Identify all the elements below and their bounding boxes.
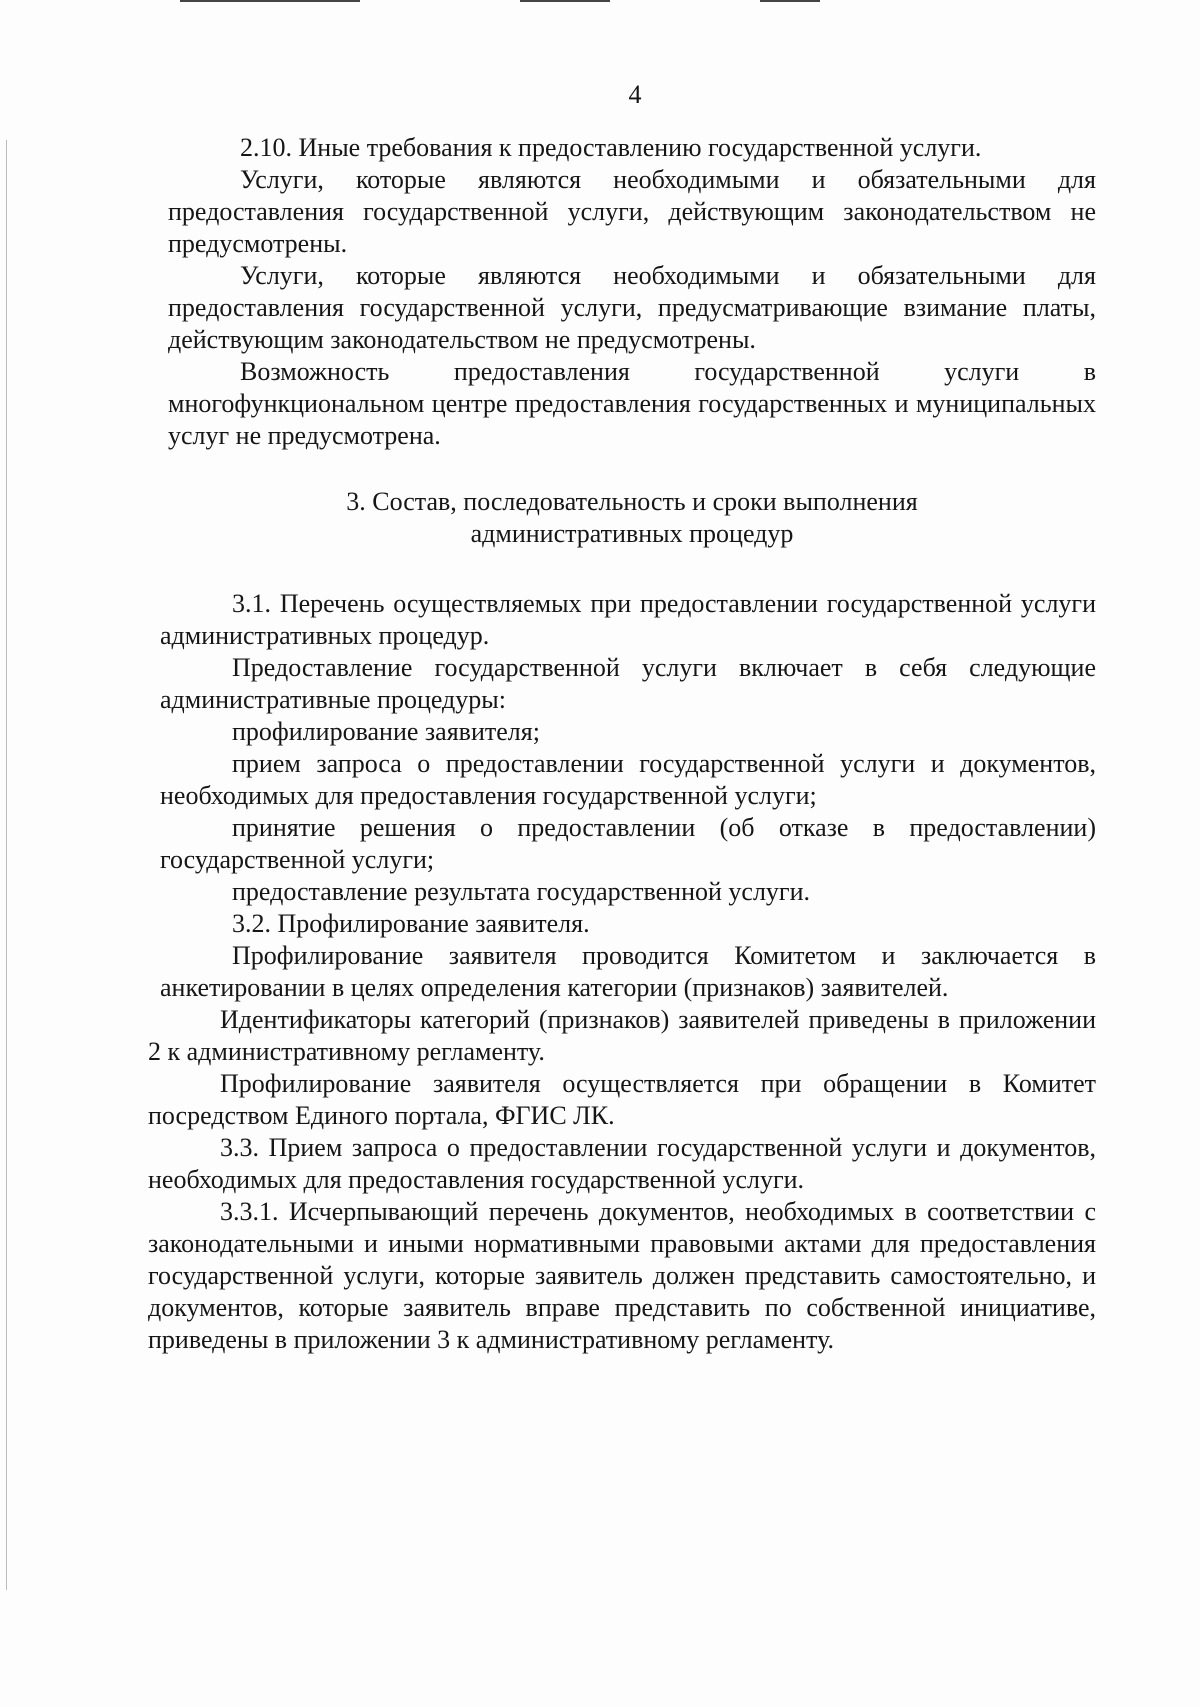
scan-artifact xyxy=(180,0,360,2)
procedure-list-item: предоставление результата государственной услуги. xyxy=(232,877,811,906)
section-3-2-paragraph: Профилирование заявителя осуществляется при обращении в Комитет посредством Единого портала, ФГИС ЛК. xyxy=(148,1069,1096,1130)
section-3-body xyxy=(148,588,1096,1356)
section-3-1-paragraph: 3.1. Перечень осуществляемых при предоставлении государственной услуги административных процедур. xyxy=(160,589,1096,650)
document-body xyxy=(148,132,1096,1356)
section-3-2-paragraph: Идентификаторы категорий (признаков) заявителей приведены в приложении 2 к административному регламенту. xyxy=(148,1005,1096,1066)
section-2-10-title: 2.10. Иные требования к предоставлению государственной услуги. xyxy=(240,133,982,162)
section-3-heading-line: 3. Состав, последовательность и сроки выполнения xyxy=(346,487,918,516)
section-3-2-title: 3.2. Профилирование заявителя. xyxy=(232,909,590,938)
scan-artifact xyxy=(760,0,820,2)
procedure-list-item: профилирование заявителя; xyxy=(232,717,540,746)
procedure-list-item: прием запроса о предоставлении государственной услуги и документов, необходимых для предоставления государственной услуги; xyxy=(160,749,1096,810)
section-2-10-paragraph: Возможность предоставления государственной услуги в многофункциональном центре предоставления государственных и муниципальных услуг не предусмотрена. xyxy=(168,357,1096,450)
section-3-heading-line: административных процедур xyxy=(470,519,794,548)
section-3-2-paragraph: Профилирование заявителя проводится Комитетом и заключается в анкетировании в целях определения категории (признаков) заявителей. xyxy=(160,941,1096,1002)
section-3-1-intro: Предоставление государственной услуги включает в себя следующие административные процедуры: xyxy=(160,653,1096,714)
scan-artifact xyxy=(520,0,610,2)
section-3-3-paragraph: 3.3. Прием запроса о предоставлении государственной услуги и документов, необходимых для предоставления государственной услуги. xyxy=(148,1133,1096,1194)
section-2-10-paragraph: Услуги, которые являются необходимыми и обязательными для предоставления государственной услуги, предусматривающие взимание платы, действующим законодательством не предусмотрены. xyxy=(168,261,1096,354)
procedure-list-item: принятие решения о предоставлении (об отказе в предоставлении) государственной услуги; xyxy=(160,813,1096,874)
section-3-3-1-paragraph: 3.3.1. Исчерпывающий перечень документов, необходимых в соответствии с законодательными и иными нормативными правовыми актами для предоставления государственной услуги, которые заявитель должен представить самостоятельно, и документов, которые заявитель вправе представить по собственной инициативе, приведены в приложении 3 к административному регламенту. xyxy=(148,1197,1096,1354)
page-number: 4 xyxy=(628,80,642,109)
section-3-heading xyxy=(168,486,1096,550)
scan-artifact xyxy=(6,140,7,1590)
section-2-10-paragraph: Услуги, которые являются необходимыми и обязательными для предоставления государственной услуги, действующим законодательством не предусмотрены. xyxy=(168,165,1096,258)
